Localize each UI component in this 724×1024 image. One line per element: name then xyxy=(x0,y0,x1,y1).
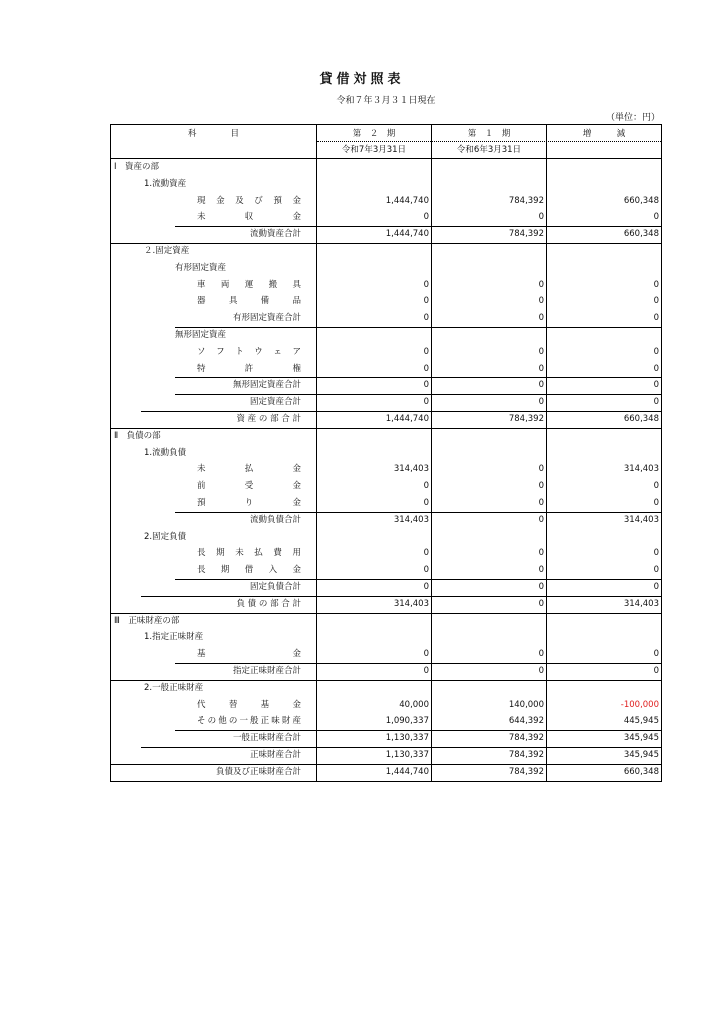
value-period2: 0 xyxy=(423,346,429,357)
value-period1: 784,392 xyxy=(508,414,544,424)
value-period2: 0 xyxy=(423,363,429,374)
value-period2: 0 xyxy=(423,582,429,592)
value-change: 660,348 xyxy=(623,766,659,777)
table-row xyxy=(111,411,661,428)
value-change: 0 xyxy=(653,666,659,676)
value-period2: 1,444,740 xyxy=(385,229,429,240)
row-label: 資 産 の 部 合 計 xyxy=(236,414,301,424)
header-period2: 第 ２ 期 xyxy=(352,129,396,139)
value-change: 0 xyxy=(653,363,659,374)
balance-sheet-table xyxy=(110,124,662,782)
value-period1: 0 xyxy=(538,481,544,492)
table-row xyxy=(111,159,661,176)
value-period1: 0 xyxy=(538,582,544,592)
row-label: 代 替 基 金 xyxy=(197,699,301,710)
row-label: ソ フ ト ウ ェ ア xyxy=(197,346,301,357)
row-label: 1.流動負債 xyxy=(144,447,187,458)
value-period2: 1,130,337 xyxy=(385,733,429,744)
table-row xyxy=(111,243,661,260)
value-period1: 0 xyxy=(538,548,544,559)
row-label: 流動負債合計 xyxy=(249,514,301,525)
value-period1: 784,392 xyxy=(508,750,544,760)
row-label: 器 具 備 品 xyxy=(197,296,301,307)
value-period2: 0 xyxy=(423,649,429,660)
table-row xyxy=(111,713,661,730)
value-change: 0 xyxy=(653,380,659,391)
value-period2: 1,444,740 xyxy=(385,766,429,777)
value-period2: 1,444,740 xyxy=(385,414,429,424)
table-row xyxy=(111,730,661,747)
row-label: 負債及び正味財産合計 xyxy=(215,766,301,777)
value-period2: 314,403 xyxy=(393,464,429,475)
table-row xyxy=(111,613,661,630)
table-row xyxy=(111,680,661,697)
value-change: 0 xyxy=(653,649,659,660)
row-label: 固定資産合計 xyxy=(249,397,301,408)
row-label: 固定負債合計 xyxy=(249,582,301,592)
row-label: 前 受 金 xyxy=(197,481,301,492)
value-change: 0 xyxy=(653,548,659,559)
table-row xyxy=(111,310,661,327)
value-change: 345,945 xyxy=(623,750,659,760)
value-change: 314,403 xyxy=(623,598,659,609)
value-change: 660,348 xyxy=(623,414,659,424)
table-row xyxy=(111,209,661,226)
table-row xyxy=(111,629,661,646)
value-change: 0 xyxy=(653,565,659,576)
value-change: 0 xyxy=(653,498,659,508)
value-period1: 784,392 xyxy=(508,195,544,206)
value-period2: 1,090,337 xyxy=(385,716,429,727)
value-period1: 0 xyxy=(538,380,544,391)
row-label: 有形固定資産合計 xyxy=(232,313,301,324)
value-change: 314,403 xyxy=(623,514,659,525)
table-row xyxy=(111,764,661,781)
table-row xyxy=(111,461,661,478)
table-row xyxy=(111,226,661,243)
value-period1: 0 xyxy=(538,313,544,324)
row-label: 預 り 金 xyxy=(197,498,301,508)
header-period1: 第 １ 期 xyxy=(467,129,511,139)
row-label: Ⅲ 正味財産の部 xyxy=(114,615,180,626)
section-separator xyxy=(111,613,661,614)
value-change: 345,945 xyxy=(623,733,659,744)
header-period2-date: 令和7年3月31日 xyxy=(341,145,407,155)
value-period2: 314,403 xyxy=(393,514,429,525)
page-title: 貸借対照表 xyxy=(319,72,405,87)
table-row xyxy=(111,344,661,361)
header-subdivider xyxy=(317,141,661,142)
value-period1: 0 xyxy=(538,514,544,525)
value-period2: 0 xyxy=(423,279,429,290)
value-change: -100,000 xyxy=(620,699,659,710)
value-period1: 0 xyxy=(538,666,544,676)
row-label: 無形固定資産合計 xyxy=(232,380,301,391)
value-period1: 0 xyxy=(538,565,544,576)
row-label: 未 収 金 xyxy=(197,212,301,223)
value-change: 0 xyxy=(653,313,659,324)
table-row xyxy=(111,646,661,663)
value-period2: 1,130,337 xyxy=(385,750,429,760)
table-row xyxy=(111,394,661,411)
row-label: 特 許 権 xyxy=(197,363,301,374)
value-change: 0 xyxy=(653,481,659,492)
unit-label: （単位：円） xyxy=(605,113,660,123)
value-period2: 0 xyxy=(423,498,429,508)
as-of-date: 令和７年３月３１日現在 xyxy=(336,96,436,106)
row-label: 車 両 運 搬 具 xyxy=(197,279,301,290)
table-row xyxy=(111,495,661,512)
row-label: 1.流動資産 xyxy=(144,178,187,189)
row-label: 指定正味財産合計 xyxy=(232,666,301,676)
value-period2: 0 xyxy=(423,296,429,307)
row-label: 流動資産合計 xyxy=(249,229,301,240)
value-change: 0 xyxy=(653,279,659,290)
value-period2: 0 xyxy=(423,380,429,391)
table-row xyxy=(111,747,661,764)
value-period1: 784,392 xyxy=(508,733,544,744)
value-period2: 314,403 xyxy=(393,598,429,609)
row-label: 正味財産合計 xyxy=(249,750,301,760)
row-label: 2.固定負債 xyxy=(144,531,187,542)
row-label: 負 債 の 部 合 計 xyxy=(236,598,301,609)
value-period1: 0 xyxy=(538,464,544,475)
value-change: 0 xyxy=(653,212,659,223)
value-period2: 0 xyxy=(423,397,429,408)
value-period2: 0 xyxy=(423,666,429,676)
value-period1: 0 xyxy=(538,363,544,374)
row-label: Ⅰ 資産の部 xyxy=(114,162,160,172)
table-row xyxy=(111,529,661,546)
value-period1: 784,392 xyxy=(508,766,544,777)
value-change: 0 xyxy=(653,397,659,408)
value-period1: 644,392 xyxy=(508,716,544,727)
table-row xyxy=(111,445,661,462)
row-label: その他の一般正味財産 xyxy=(197,716,301,727)
header-subject: 科 目 xyxy=(187,129,239,139)
row-label: 一般正味財産合計 xyxy=(232,733,301,744)
row-label: 無形固定資産 xyxy=(175,330,227,340)
value-period1: 0 xyxy=(538,346,544,357)
value-period2: 0 xyxy=(423,313,429,324)
value-period1: 784,392 xyxy=(508,229,544,240)
table-row xyxy=(111,697,661,714)
row-label: 1.指定正味財産 xyxy=(144,632,204,643)
row-label: 基 金 xyxy=(197,649,301,660)
table-row xyxy=(111,579,661,596)
table-row xyxy=(111,562,661,579)
table-row xyxy=(111,176,661,193)
table-row xyxy=(111,596,661,613)
value-period1: 0 xyxy=(538,212,544,223)
header-period1-date: 令和6年3月31日 xyxy=(456,145,522,155)
value-period2: 0 xyxy=(423,548,429,559)
value-period1: 140,000 xyxy=(508,699,544,710)
section-separator xyxy=(111,428,661,429)
value-period2: 1,444,740 xyxy=(385,195,429,206)
row-label: 長 期 借 入 金 xyxy=(197,565,301,576)
row-label: ２.固定資産 xyxy=(144,246,190,256)
table-row xyxy=(111,327,661,344)
value-period1: 0 xyxy=(538,296,544,307)
table-row xyxy=(111,377,661,394)
row-label: 有形固定資産 xyxy=(175,262,227,273)
value-change: 314,403 xyxy=(623,464,659,475)
value-period2: 0 xyxy=(423,481,429,492)
value-change: 660,348 xyxy=(623,195,659,206)
table-row xyxy=(111,545,661,562)
table-row xyxy=(111,512,661,529)
value-period1: 0 xyxy=(538,279,544,290)
value-period2: 0 xyxy=(423,565,429,576)
row-label: 現 金 及 び 預 金 xyxy=(197,195,301,206)
row-label: 未 払 金 xyxy=(197,464,301,475)
value-period2: 0 xyxy=(423,212,429,223)
value-change: 660,348 xyxy=(623,229,659,240)
row-label: 長 期 未 払 費 用 xyxy=(197,548,301,559)
table-row xyxy=(111,478,661,495)
value-change: 0 xyxy=(653,296,659,307)
header-change: 増 減 xyxy=(582,129,626,139)
table-row xyxy=(111,193,661,210)
value-period1: 0 xyxy=(538,498,544,508)
value-period1: 0 xyxy=(538,397,544,408)
value-period1: 0 xyxy=(538,649,544,660)
row-label: Ⅱ 負債の部 xyxy=(114,430,161,441)
table-row xyxy=(111,361,661,378)
value-period2: 40,000 xyxy=(399,699,429,710)
value-change: 0 xyxy=(653,346,659,357)
table-row xyxy=(111,663,661,680)
value-change: 0 xyxy=(653,582,659,592)
value-period1: 0 xyxy=(538,598,544,609)
value-change: 445,945 xyxy=(623,716,659,727)
table-row xyxy=(111,277,661,294)
table-row xyxy=(111,260,661,277)
table-row xyxy=(111,428,661,445)
row-label: 2.一般正味財産 xyxy=(144,682,204,693)
table-row xyxy=(111,293,661,310)
